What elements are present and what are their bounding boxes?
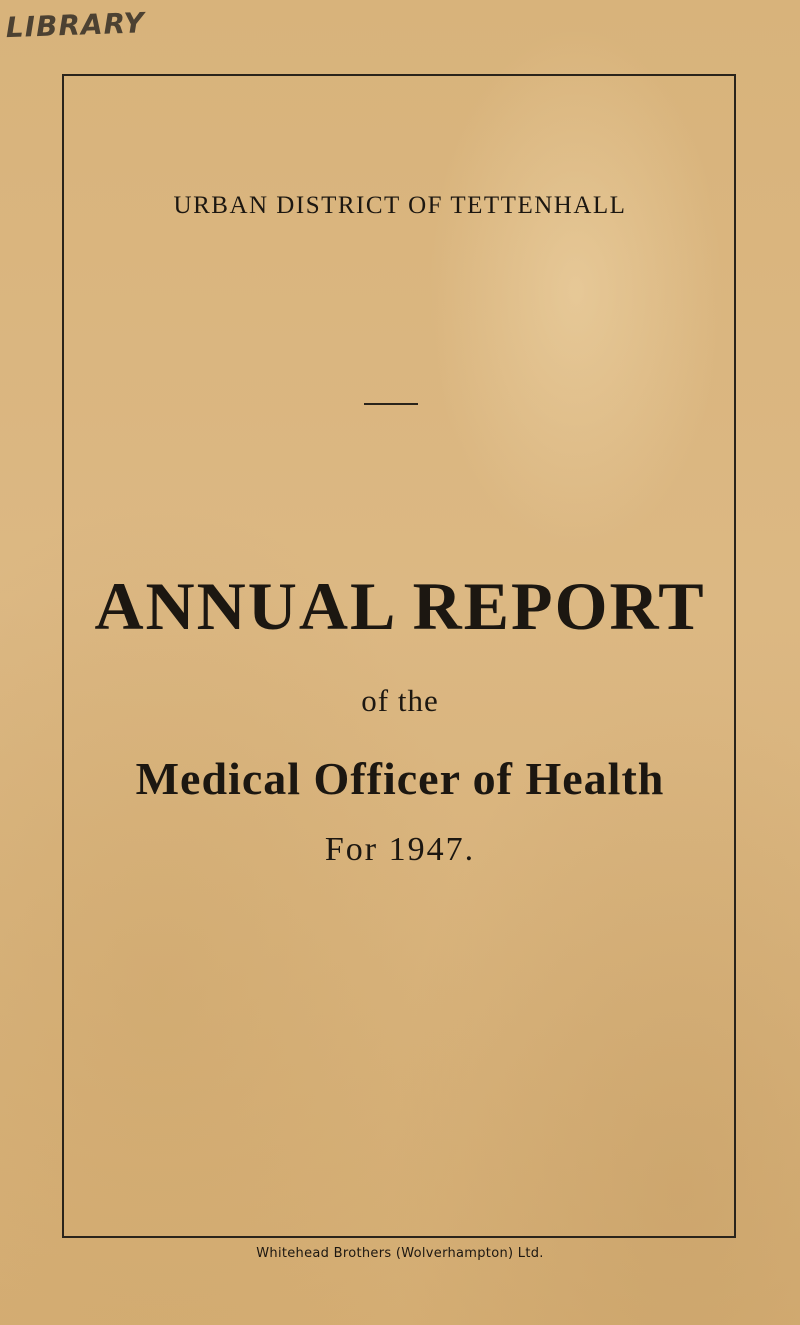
divider-rule xyxy=(364,403,418,405)
report-title: ANNUAL REPORT xyxy=(94,568,706,644)
library-stamp: LIBRARY xyxy=(5,6,146,45)
report-subject: Medical Officer of Health xyxy=(135,753,665,804)
title-connector: of the xyxy=(361,683,439,718)
printer-imprint: Whitehead Brothers (Wolverhampton) Ltd. xyxy=(256,1246,544,1261)
district-heading: URBAN DISTRICT OF TETTENHALL xyxy=(173,192,627,219)
cover-border-frame xyxy=(62,74,736,1238)
report-year: For 1947. xyxy=(324,831,476,868)
